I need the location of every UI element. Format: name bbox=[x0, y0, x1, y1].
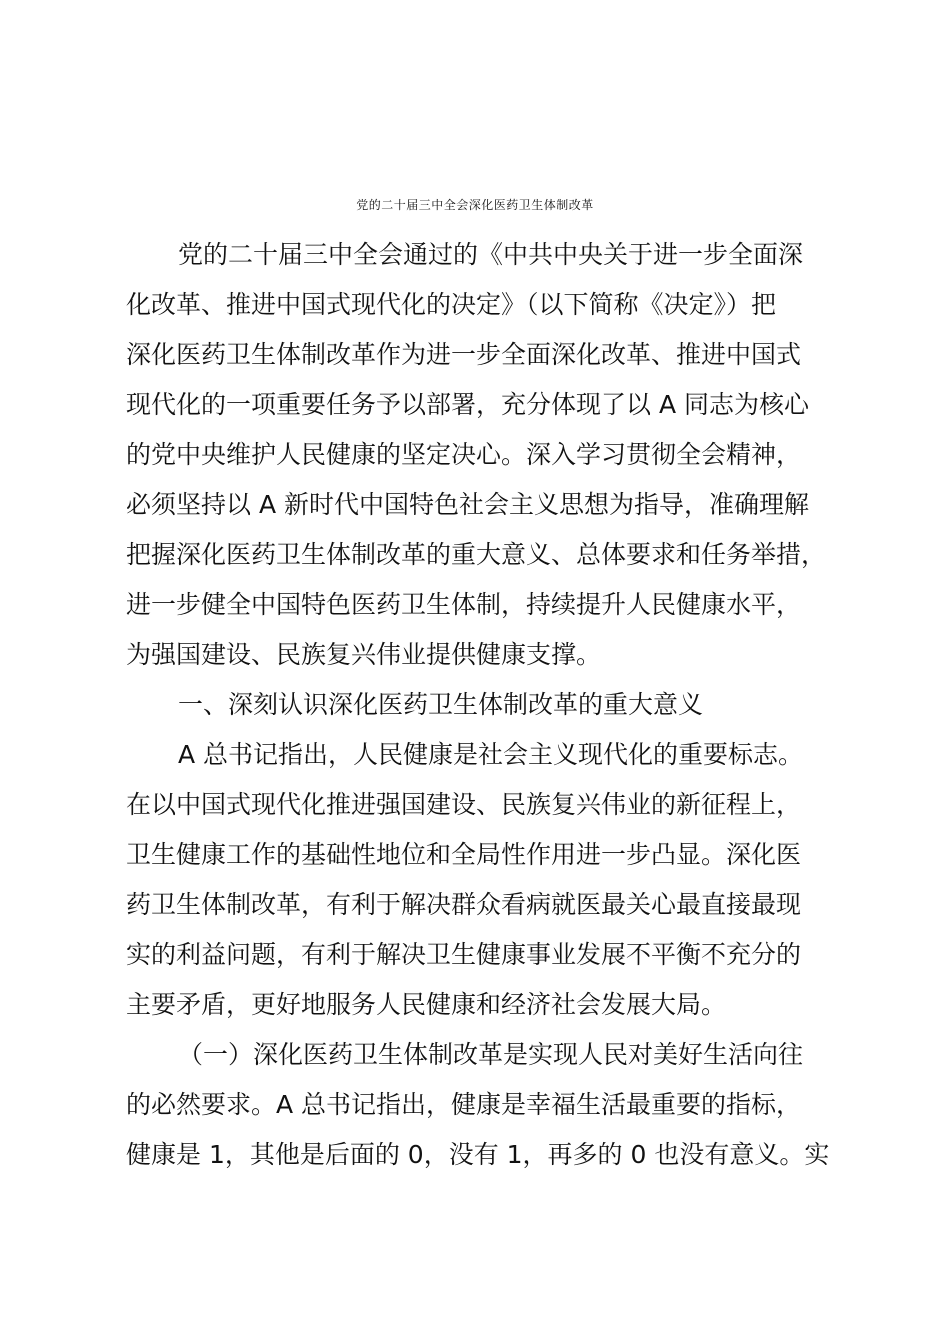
paragraph-line: 进一步健全中国特色医药卫生体制，持续提升人民健康水平， bbox=[126, 590, 802, 619]
paragraph-line: 的党中央维护人民健康的坚定决心。深入学习贯彻全会精神， bbox=[126, 440, 802, 469]
paragraph-line: 健康是 1，其他是后面的 0，没有 1，再多的 0 也没有意义。实 bbox=[126, 1140, 830, 1169]
paragraph-line: 为强国建设、民族复兴伟业提供健康支撑。 bbox=[126, 640, 602, 669]
paragraph-line: 深化医药卫生体制改革作为进一步全面深化改革、推进中国式 bbox=[126, 340, 802, 369]
paragraph-line: 在以中国式现代化推进强国建设、民族复兴伟业的新征程上， bbox=[126, 790, 802, 819]
paragraph-line: 实的利益问题，有利于解决卫生健康事业发展不平衡不充分的 bbox=[126, 940, 802, 969]
paragraph-line: A 总书记指出，人民健康是社会主义现代化的重要标志。 bbox=[178, 740, 804, 769]
paragraph-line: 的必然要求。A 总书记指出，健康是幸福生活最重要的指标， bbox=[126, 1090, 802, 1119]
paragraph-line: 必须坚持以 A 新时代中国特色社会主义思想为指导，准确理解 bbox=[126, 490, 809, 519]
subsection-line: （一）深化医药卫生体制改革是实现人民对美好生活向往 bbox=[178, 1040, 804, 1069]
paragraph-line: 现代化的一项重要任务予以部署，充分体现了以 A 同志为核心 bbox=[126, 390, 809, 419]
document-title: 党的二十届三中全会深化医药卫生体制改革 bbox=[356, 198, 594, 212]
paragraph-line: 卫生健康工作的基础性地位和全局性作用进一步凸显。深化医 bbox=[126, 840, 802, 869]
paragraph-line: 药卫生体制改革，有利于解决群众看病就医最关心最直接最现 bbox=[126, 890, 802, 919]
paragraph-line: 主要矛盾，更好地服务人民健康和经济社会发展大局。 bbox=[126, 990, 727, 1019]
paragraph-line: 把握深化医药卫生体制改革的重大意义、总体要求和任务举措， bbox=[126, 540, 827, 569]
section-heading: 一、深刻认识深化医药卫生体制改革的重大意义 bbox=[178, 690, 704, 719]
paragraph-line: 化改革、推进中国式现代化的决定》（以下简称《决定》）把 bbox=[126, 290, 777, 319]
paragraph-line: 党的二十届三中全会通过的《中共中央关于进一步全面深 bbox=[178, 240, 804, 269]
